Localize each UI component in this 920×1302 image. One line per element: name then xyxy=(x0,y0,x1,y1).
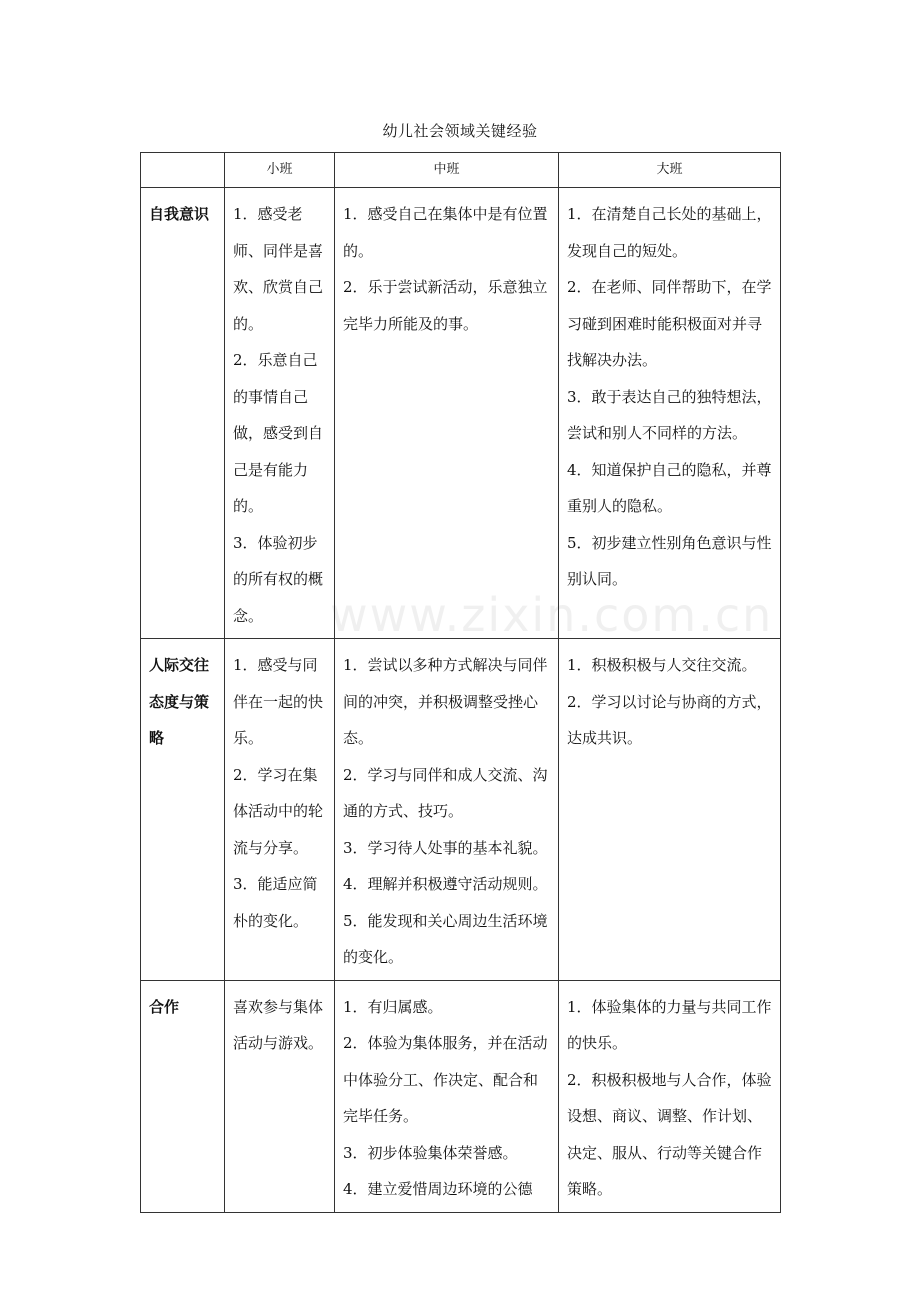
list-item: 2．学习以讨论与协商的方式，达成共识。 xyxy=(567,692,772,747)
table-header-row xyxy=(141,153,781,188)
list-item: 3．能适应简朴的变化。 xyxy=(233,875,318,930)
list-item: 3．体验初步的所有权的概念。 xyxy=(233,533,324,625)
list-item: 1．感受与同伴在一起的快乐。 xyxy=(233,656,324,747)
page-title: 幼儿社会领域关键经验 xyxy=(382,122,538,140)
header-corner xyxy=(141,153,225,188)
header-middle-class: 中班 xyxy=(335,153,559,188)
cell-small-class xyxy=(225,188,335,639)
list-item: 2．积极积极地与人合作，体验设想、商议、调整、作计划、决定、服从、行动等关键合作策略。 xyxy=(567,1070,772,1198)
cell-large-class xyxy=(559,980,781,1212)
header-small-class: 小班 xyxy=(225,153,335,188)
cell-small-class xyxy=(225,980,335,1212)
list-item: 1．尝试以多种方式解决与同伴间的冲突，并积极调整受挫心态。 xyxy=(343,656,548,747)
row-label-cooperation: 合作 xyxy=(141,980,225,1212)
list-item: 1．积极积极与人交往交流。 xyxy=(567,656,757,674)
list-item: 1．感受自己在集体中是有位置的。 xyxy=(343,205,548,260)
experience-table xyxy=(140,152,781,1213)
table-row xyxy=(141,639,781,981)
table-row xyxy=(141,980,781,1212)
table-row xyxy=(141,188,781,639)
list-item: 2．学习与同伴和成人交流、沟通的方式、技巧。 xyxy=(343,765,548,820)
list-item: 3．初步体验集体荣誉感。 xyxy=(343,1143,518,1162)
list-item: 2．学习在集体活动中的轮流与分享。 xyxy=(233,765,324,857)
cell-large-class xyxy=(559,639,781,981)
row-label-self-awareness: 自我意识 xyxy=(141,188,225,639)
list-item: 3．学习待人处事的基本礼貌。 xyxy=(343,838,548,857)
list-item: 2．在老师、同伴帮助下，在学习碰到困难时能积极面对并寻找解决办法。 xyxy=(567,278,772,369)
cell-middle-class xyxy=(335,639,559,981)
list-item: 喜欢参与集体活动与游戏。 xyxy=(233,997,324,1052)
list-item: 5．初步建立性别角色意识与性别认同。 xyxy=(567,533,772,588)
cell-middle-class xyxy=(335,188,559,639)
list-item: 3．敢于表达自己的独特想法，尝试和别人不同样的方法。 xyxy=(567,387,772,442)
list-item: 1．有归属感。 xyxy=(343,997,443,1016)
list-item: 5．能发现和关心周边生活环境的变化。 xyxy=(343,911,548,966)
list-item: 2．体验为集体服务，并在活动中体验分工、作决定、配合和完毕任务。 xyxy=(343,1034,548,1125)
list-item: 4．建立爱惜周边环境的公德 xyxy=(343,1180,533,1198)
list-item: 4．理解并积极遵守活动规则。 xyxy=(343,875,548,893)
list-item: 2．乐于尝试新活动，乐意独立完毕力所能及的事。 xyxy=(343,278,548,333)
cell-middle-class xyxy=(335,980,559,1212)
list-item: 1．感受老师、同伴是喜欢、欣赏自己的。 xyxy=(233,205,324,333)
watermark: www.zixin.com.cn xyxy=(330,588,774,642)
cell-small-class xyxy=(225,639,335,981)
list-item: 1．体验集体的力量与共同工作的快乐。 xyxy=(567,997,772,1052)
list-item: 2．乐意自己的事情自己做，感受到自己是有能力的。 xyxy=(233,351,324,515)
list-item: 4．知道保护自己的隐私，并尊重别人的隐私。 xyxy=(567,460,772,515)
row-label-social-interaction: 人际交往态度与策略 xyxy=(141,639,225,981)
header-large-class: 大班 xyxy=(559,153,781,188)
cell-large-class xyxy=(559,188,781,639)
list-item: 1．在清楚自己长处的基础上，发现自己的短处。 xyxy=(567,205,772,260)
